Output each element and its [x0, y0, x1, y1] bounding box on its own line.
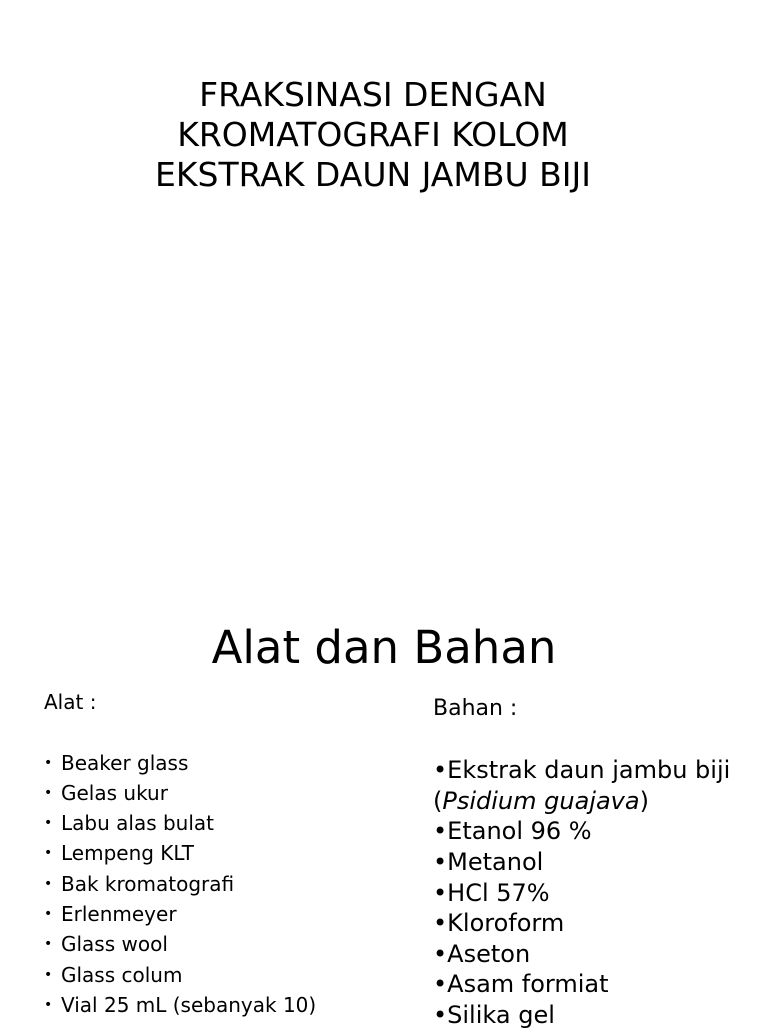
- list-item-label: Kloroform: [447, 909, 565, 938]
- list-item: [433, 939, 753, 970]
- title-line-3: EKSTRAK DAUN JAMBU BIJI: [155, 155, 591, 194]
- bullet-icon: •: [44, 845, 53, 862]
- bullet-icon: •: [433, 847, 448, 876]
- list-item-label: Glass colum: [61, 962, 183, 987]
- bahan-column: [433, 694, 753, 1031]
- alat-heading: Alat :: [44, 690, 97, 714]
- list-item: [44, 838, 404, 868]
- list-item-label: Gelas ukur: [61, 780, 168, 805]
- list-item-label: Glass wool: [61, 932, 168, 957]
- title-line-2: KROMATOGRAFI KOLOM: [177, 115, 569, 154]
- spacer: [433, 725, 753, 756]
- slide-alat-bahan: [0, 576, 768, 1029]
- bullet-icon: •: [433, 817, 448, 846]
- bullet-icon: •: [44, 936, 53, 953]
- list-item: [433, 816, 753, 847]
- list-item-label: Ekstrak daun jambu biji (: [433, 756, 731, 815]
- list-item: [433, 878, 753, 909]
- list-item: [44, 990, 404, 1020]
- list-item: [433, 755, 753, 816]
- bullet-icon: •: [433, 756, 448, 785]
- list-item: [44, 960, 404, 990]
- list-item-label: Beaker glass: [61, 750, 189, 775]
- bullet-icon: •: [44, 875, 53, 892]
- list-item-label: Aseton: [447, 939, 531, 968]
- bullet-icon: •: [433, 1000, 448, 1029]
- bullet-icon: •: [44, 815, 53, 832]
- list-item: [433, 847, 753, 878]
- bullet-icon: •: [44, 996, 53, 1013]
- list-item: [433, 969, 753, 1000]
- bahan-list: [433, 755, 753, 1030]
- list-item-label: Lempeng KLT: [61, 841, 195, 866]
- bullet-icon: •: [433, 939, 448, 968]
- species-name: Psidium guajava: [442, 786, 640, 815]
- list-item-label: Labu alas bulat: [61, 811, 214, 836]
- alat-list: [44, 748, 404, 1021]
- list-item-label: Silika gel: [447, 1000, 555, 1029]
- list-item-label: Asam formiat: [447, 970, 609, 999]
- list-item: [44, 899, 404, 929]
- bullet-icon: •: [44, 966, 53, 983]
- list-item-label: Etanol 96 %: [447, 817, 592, 846]
- list-item-suffix: ): [639, 786, 649, 815]
- list-item-label: Metanol: [447, 847, 544, 876]
- bullet-icon: •: [433, 970, 448, 999]
- bullet-icon: •: [44, 906, 53, 923]
- title-line-1: FRAKSINASI DENGAN: [199, 75, 547, 114]
- list-item-label: Bak kromatografi: [61, 871, 235, 896]
- list-item: [44, 748, 404, 778]
- list-item: [44, 929, 404, 959]
- list-item-label: Vial 25 mL (sebanyak 10): [61, 992, 317, 1017]
- list-item: [433, 1000, 753, 1031]
- bullet-icon: •: [44, 784, 53, 801]
- list-item: [44, 869, 404, 899]
- bahan-heading: Bahan :: [433, 696, 518, 721]
- bullet-icon: •: [433, 909, 448, 938]
- list-item: [44, 778, 404, 808]
- list-item: [433, 908, 753, 939]
- presentation-title: [60, 75, 686, 195]
- bullet-icon: •: [433, 878, 448, 907]
- bullet-icon: •: [44, 754, 53, 771]
- slide-heading: Alat dan Bahan: [211, 621, 557, 674]
- list-item-label: HCl 57%: [447, 878, 550, 907]
- list-item-label: Erlenmeyer: [61, 902, 177, 927]
- alat-column: [44, 687, 404, 1020]
- spacer: [44, 717, 404, 747]
- list-item: [44, 808, 404, 838]
